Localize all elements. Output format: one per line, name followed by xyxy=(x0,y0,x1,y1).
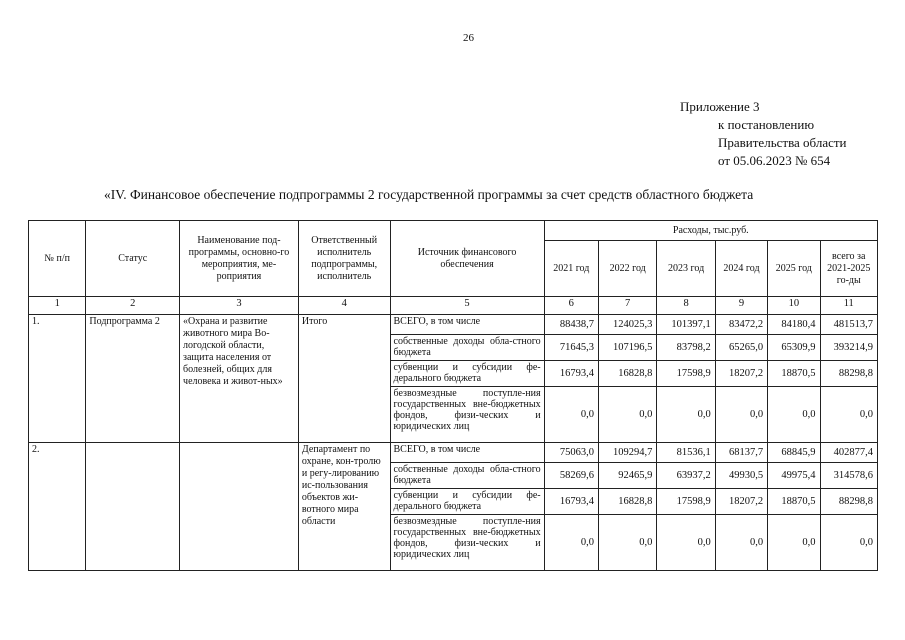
header-year: 2021 год xyxy=(544,241,598,297)
row-number: 1. xyxy=(29,315,86,443)
value-cell: 58269,6 xyxy=(544,463,598,489)
header-expenses: Расходы, тыс.руб. xyxy=(544,221,877,241)
source-cell: собственные доходы обла-стного бюджета xyxy=(390,335,544,361)
value-cell: 109294,7 xyxy=(598,443,656,463)
column-number: 10 xyxy=(768,297,820,315)
value-cell: 81536,1 xyxy=(657,443,715,463)
column-number: 8 xyxy=(657,297,715,315)
header-total: всего за 2021-2025 го-ды xyxy=(820,241,878,297)
value-cell: 65265,0 xyxy=(715,335,767,361)
row-status: Подпрограмма 2 xyxy=(86,315,180,443)
value-cell: 0,0 xyxy=(544,387,598,443)
column-number: 5 xyxy=(390,297,544,315)
source-cell: собственные доходы обла-стного бюджета xyxy=(390,463,544,489)
column-number: 11 xyxy=(820,297,878,315)
column-number: 1 xyxy=(29,297,86,315)
header-year: 2022 год xyxy=(598,241,656,297)
value-cell: 18870,5 xyxy=(768,489,820,515)
value-cell: 92465,9 xyxy=(598,463,656,489)
source-cell: субвенции и субсидии фе-дерального бюджета xyxy=(390,361,544,387)
value-cell: 68137,7 xyxy=(715,443,767,463)
header-year: 2025 год xyxy=(768,241,820,297)
value-cell: 0,0 xyxy=(598,387,656,443)
row-executor: Итого xyxy=(298,315,390,443)
value-cell: 16793,4 xyxy=(544,361,598,387)
value-cell: 402877,4 xyxy=(820,443,878,463)
table-row xyxy=(29,315,878,335)
value-cell: 71645,3 xyxy=(544,335,598,361)
value-cell: 0,0 xyxy=(657,387,715,443)
column-number: 9 xyxy=(715,297,767,315)
column-number: 2 xyxy=(86,297,180,315)
source-cell: безвозмездные поступле-ния государственных вне-бюджетных фондов, физи-ческих и юридических лиц xyxy=(390,515,544,571)
value-cell: 63937,2 xyxy=(657,463,715,489)
column-number: 7 xyxy=(598,297,656,315)
value-cell: 65309,9 xyxy=(768,335,820,361)
value-cell: 101397,1 xyxy=(657,315,715,335)
value-cell: 0,0 xyxy=(598,515,656,571)
header-no: № п/п xyxy=(29,221,86,297)
appendix-line: от 05.06.2023 № 654 xyxy=(718,153,831,168)
value-cell: 107196,5 xyxy=(598,335,656,361)
appendix-line: к постановлению xyxy=(718,117,815,132)
column-number: 4 xyxy=(298,297,390,315)
column-number-row xyxy=(29,297,878,315)
header-year: 2023 год xyxy=(657,241,715,297)
source-cell: субвенции и субсидии фе-дерального бюджета xyxy=(390,489,544,515)
value-cell: 17598,9 xyxy=(657,489,715,515)
value-cell: 16793,4 xyxy=(544,489,598,515)
row-program-name: «Охрана и развитие животного мира Во-логодской области, защита населения от болезней, общих для человека и живот-ных» xyxy=(180,315,299,443)
column-number: 3 xyxy=(180,297,299,315)
header-source: Источник финансового обеспечения xyxy=(390,221,544,297)
value-cell: 124025,3 xyxy=(598,315,656,335)
value-cell: 88298,8 xyxy=(820,361,878,387)
value-cell: 0,0 xyxy=(768,387,820,443)
value-cell: 0,0 xyxy=(820,515,878,571)
value-cell: 481513,7 xyxy=(820,315,878,335)
value-cell: 83472,2 xyxy=(715,315,767,335)
value-cell: 0,0 xyxy=(715,515,767,571)
appendix-block xyxy=(680,98,847,170)
value-cell: 393214,9 xyxy=(820,335,878,361)
row-executor: Департамент по охране, кон-тролю и регу-лированию ис-пользования объектов жи-вотного мира области xyxy=(298,443,390,571)
value-cell: 88438,7 xyxy=(544,315,598,335)
appendix-line: Правительства области xyxy=(718,135,847,150)
value-cell: 314578,6 xyxy=(820,463,878,489)
row-number: 2. xyxy=(29,443,86,571)
financing-table xyxy=(28,220,878,571)
page-number: 26 xyxy=(463,32,474,44)
header-executor: Ответственный исполнитель подпрограммы, исполнитель xyxy=(298,221,390,297)
row-status xyxy=(86,443,180,571)
appendix-line: Приложение 3 xyxy=(680,99,760,114)
value-cell: 49975,4 xyxy=(768,463,820,489)
value-cell: 16828,8 xyxy=(598,489,656,515)
header-year: 2024 год xyxy=(715,241,767,297)
value-cell: 18207,2 xyxy=(715,361,767,387)
value-cell: 0,0 xyxy=(544,515,598,571)
table-row xyxy=(29,443,878,463)
document-title: «IV. Финансовое обеспечение подпрограммы 2 государственной программы за счет средств областного бюджета xyxy=(104,187,754,202)
value-cell: 16828,8 xyxy=(598,361,656,387)
header-name: Наименование под-программы, основно-го мероприятия, ме-роприятия xyxy=(180,221,299,297)
value-cell: 84180,4 xyxy=(768,315,820,335)
value-cell: 49930,5 xyxy=(715,463,767,489)
value-cell: 75063,0 xyxy=(544,443,598,463)
value-cell: 0,0 xyxy=(715,387,767,443)
value-cell: 18870,5 xyxy=(768,361,820,387)
value-cell: 88298,8 xyxy=(820,489,878,515)
value-cell: 0,0 xyxy=(768,515,820,571)
value-cell: 0,0 xyxy=(657,515,715,571)
value-cell: 18207,2 xyxy=(715,489,767,515)
value-cell: 17598,9 xyxy=(657,361,715,387)
value-cell: 0,0 xyxy=(820,387,878,443)
value-cell: 83798,2 xyxy=(657,335,715,361)
header-status: Статус xyxy=(86,221,180,297)
column-number: 6 xyxy=(544,297,598,315)
source-cell: безвозмездные поступле-ния государственных вне-бюджетных фондов, физи-ческих и юридических лиц xyxy=(390,387,544,443)
value-cell: 68845,9 xyxy=(768,443,820,463)
row-program-name xyxy=(180,443,299,571)
source-cell: ВСЕГО, в том числе xyxy=(390,443,544,463)
source-cell: ВСЕГО, в том числе xyxy=(390,315,544,335)
